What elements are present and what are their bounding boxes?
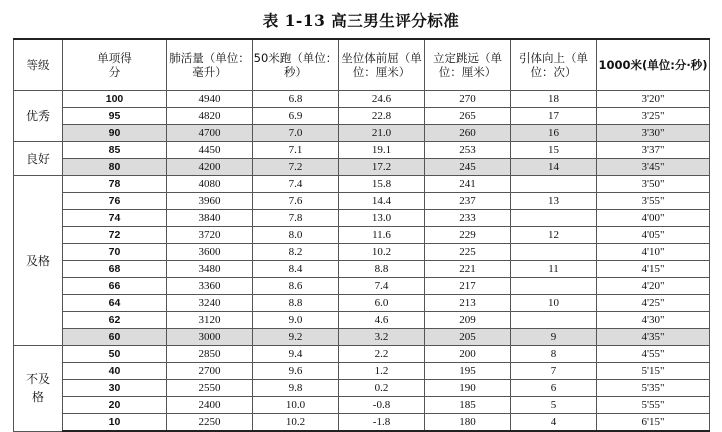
vital-capacity-cell: 3600: [167, 244, 253, 261]
1000m-run-cell: 4'35": [597, 329, 710, 346]
50m-run-cell: 6.9: [253, 108, 339, 125]
1000m-run-cell: 3'30": [597, 125, 710, 142]
50m-run-cell: 8.0: [253, 227, 339, 244]
50m-run-cell: 9.0: [253, 312, 339, 329]
sit-and-reach-cell: 19.1: [339, 142, 425, 159]
score-cell: 76: [63, 193, 167, 210]
standing-long-jump-cell: 241: [425, 176, 511, 193]
vital-capacity-cell: 3120: [167, 312, 253, 329]
standing-long-jump-cell: 225: [425, 244, 511, 261]
vital-capacity-cell: 4200: [167, 159, 253, 176]
1000m-run-cell: 4'15": [597, 261, 710, 278]
header-standing-long-jump: 立定跳远（单位：厘米）: [425, 39, 511, 91]
vital-capacity-cell: 2850: [167, 346, 253, 363]
pull-ups-cell: [511, 210, 597, 227]
standing-long-jump-cell: 190: [425, 380, 511, 397]
header-1000m-run: 1000米(单位:分·秒): [597, 39, 710, 91]
score-cell: 100: [63, 91, 167, 108]
1000m-run-cell: 4'30": [597, 312, 710, 329]
table-row: [14, 176, 710, 193]
header-pull-ups: 引体向上（单位：次）: [511, 39, 597, 91]
pull-ups-cell: 11: [511, 261, 597, 278]
pull-ups-cell: 10: [511, 295, 597, 312]
table-row: [14, 227, 710, 244]
score-cell: 40: [63, 363, 167, 380]
table-row: [14, 142, 710, 159]
50m-run-cell: 7.1: [253, 142, 339, 159]
standing-long-jump-cell: 217: [425, 278, 511, 295]
score-cell: 78: [63, 176, 167, 193]
1000m-run-cell: 4'10": [597, 244, 710, 261]
table-row: [14, 108, 710, 125]
1000m-run-cell: 4'55": [597, 346, 710, 363]
sit-and-reach-cell: 6.0: [339, 295, 425, 312]
1000m-run-cell: 6'15": [597, 414, 710, 432]
vital-capacity-cell: 3840: [167, 210, 253, 227]
standing-long-jump-cell: 205: [425, 329, 511, 346]
sit-and-reach-cell: 10.2: [339, 244, 425, 261]
table-row: [14, 210, 710, 227]
50m-run-cell: 7.8: [253, 210, 339, 227]
scoring-standard-table: [13, 38, 710, 432]
score-cell: 10: [63, 414, 167, 432]
sit-and-reach-cell: -0.8: [339, 397, 425, 414]
1000m-run-cell: 3'50": [597, 176, 710, 193]
1000m-run-cell: 4'00": [597, 210, 710, 227]
sit-and-reach-cell: 0.2: [339, 380, 425, 397]
standing-long-jump-cell: 180: [425, 414, 511, 432]
table-row: [14, 380, 710, 397]
1000m-run-cell: 4'05": [597, 227, 710, 244]
table-row: [14, 397, 710, 414]
1000m-run-cell: 5'35": [597, 380, 710, 397]
vital-capacity-cell: 4820: [167, 108, 253, 125]
score-cell: 20: [63, 397, 167, 414]
50m-run-cell: 10.0: [253, 397, 339, 414]
1000m-run-cell: 3'45": [597, 159, 710, 176]
vital-capacity-cell: 3960: [167, 193, 253, 210]
vital-capacity-cell: 2250: [167, 414, 253, 432]
table-row: [14, 363, 710, 380]
vital-capacity-cell: 3000: [167, 329, 253, 346]
header-row: [14, 39, 710, 91]
standing-long-jump-cell: 245: [425, 159, 511, 176]
1000m-run-cell: 3'25": [597, 108, 710, 125]
1000m-run-cell: 3'37": [597, 142, 710, 159]
sit-and-reach-cell: 7.4: [339, 278, 425, 295]
standing-long-jump-cell: 200: [425, 346, 511, 363]
vital-capacity-cell: 3240: [167, 295, 253, 312]
sit-and-reach-cell: 8.8: [339, 261, 425, 278]
1000m-run-cell: 3'20": [597, 91, 710, 108]
pull-ups-cell: 13: [511, 193, 597, 210]
standing-long-jump-cell: 185: [425, 397, 511, 414]
standing-long-jump-cell: 260: [425, 125, 511, 142]
grade-cell: 及格: [14, 176, 63, 346]
standing-long-jump-cell: 270: [425, 91, 511, 108]
pull-ups-cell: 7: [511, 363, 597, 380]
grade-cell: 良好: [14, 142, 63, 176]
50m-run-cell: 7.6: [253, 193, 339, 210]
sit-and-reach-cell: 21.0: [339, 125, 425, 142]
pull-ups-cell: 9: [511, 329, 597, 346]
table-row: [14, 193, 710, 210]
header-sit-and-reach: 坐位体前屈（单位：厘米）: [339, 39, 425, 91]
50m-run-cell: 7.4: [253, 176, 339, 193]
pull-ups-cell: [511, 176, 597, 193]
pull-ups-cell: [511, 278, 597, 295]
header-vital-capacity: 肺活量（单位：毫升）: [167, 39, 253, 91]
vital-capacity-cell: 4450: [167, 142, 253, 159]
pull-ups-cell: 8: [511, 346, 597, 363]
50m-run-cell: 7.0: [253, 125, 339, 142]
table-row: [14, 261, 710, 278]
table-row: [14, 346, 710, 363]
50m-run-cell: 8.6: [253, 278, 339, 295]
score-cell: 64: [63, 295, 167, 312]
sit-and-reach-cell: 14.4: [339, 193, 425, 210]
header-50m-run: 50米跑（单位：秒）: [253, 39, 339, 91]
score-cell: 66: [63, 278, 167, 295]
sit-and-reach-cell: 17.2: [339, 159, 425, 176]
score-cell: 90: [63, 125, 167, 142]
table-row: [14, 278, 710, 295]
sit-and-reach-cell: 3.2: [339, 329, 425, 346]
pull-ups-cell: 12: [511, 227, 597, 244]
grade-cell: 优秀: [14, 91, 63, 142]
score-cell: 70: [63, 244, 167, 261]
1000m-run-cell: 5'55": [597, 397, 710, 414]
pull-ups-cell: 16: [511, 125, 597, 142]
pull-ups-cell: 6: [511, 380, 597, 397]
table-title: 表 1-13 高三男生评分标准: [262, 11, 460, 30]
vital-capacity-cell: 3480: [167, 261, 253, 278]
score-cell: 85: [63, 142, 167, 159]
50m-run-cell: 8.4: [253, 261, 339, 278]
pull-ups-cell: 14: [511, 159, 597, 176]
vital-capacity-cell: 4940: [167, 91, 253, 108]
50m-run-cell: 9.2: [253, 329, 339, 346]
sit-and-reach-cell: 2.2: [339, 346, 425, 363]
standing-long-jump-cell: 233: [425, 210, 511, 227]
sit-and-reach-cell: 4.6: [339, 312, 425, 329]
table-row: [14, 329, 710, 346]
50m-run-cell: 9.6: [253, 363, 339, 380]
vital-capacity-cell: 2400: [167, 397, 253, 414]
vital-capacity-cell: 3720: [167, 227, 253, 244]
vital-capacity-cell: 2550: [167, 380, 253, 397]
standing-long-jump-cell: 195: [425, 363, 511, 380]
standing-long-jump-cell: 229: [425, 227, 511, 244]
pull-ups-cell: 5: [511, 397, 597, 414]
table-row: [14, 312, 710, 329]
score-cell: 72: [63, 227, 167, 244]
table-row: [14, 125, 710, 142]
1000m-run-cell: 3'55": [597, 193, 710, 210]
50m-run-cell: 8.2: [253, 244, 339, 261]
50m-run-cell: 9.4: [253, 346, 339, 363]
sit-and-reach-cell: 11.6: [339, 227, 425, 244]
score-cell: 95: [63, 108, 167, 125]
1000m-run-cell: 5'15": [597, 363, 710, 380]
50m-run-cell: 6.8: [253, 91, 339, 108]
table-body: [14, 91, 710, 432]
table-row: [14, 414, 710, 432]
50m-run-cell: 8.8: [253, 295, 339, 312]
sit-and-reach-cell: 24.6: [339, 91, 425, 108]
50m-run-cell: 9.8: [253, 380, 339, 397]
pull-ups-cell: 17: [511, 108, 597, 125]
grade-cell: 不及格: [14, 346, 63, 432]
score-cell: 50: [63, 346, 167, 363]
pull-ups-cell: 4: [511, 414, 597, 432]
standing-long-jump-cell: 253: [425, 142, 511, 159]
score-cell: 80: [63, 159, 167, 176]
standing-long-jump-cell: 265: [425, 108, 511, 125]
score-cell: 74: [63, 210, 167, 227]
sit-and-reach-cell: 15.8: [339, 176, 425, 193]
table-row: [14, 159, 710, 176]
1000m-run-cell: 4'20": [597, 278, 710, 295]
score-cell: 62: [63, 312, 167, 329]
sit-and-reach-cell: 22.8: [339, 108, 425, 125]
table-row: [14, 244, 710, 261]
50m-run-cell: 7.2: [253, 159, 339, 176]
header-grade: 等级: [14, 39, 63, 91]
50m-run-cell: 10.2: [253, 414, 339, 432]
sit-and-reach-cell: 13.0: [339, 210, 425, 227]
pull-ups-cell: [511, 244, 597, 261]
score-cell: 60: [63, 329, 167, 346]
score-cell: 30: [63, 380, 167, 397]
1000m-run-cell: 4'25": [597, 295, 710, 312]
sit-and-reach-cell: 1.2: [339, 363, 425, 380]
standing-long-jump-cell: 221: [425, 261, 511, 278]
pull-ups-cell: [511, 312, 597, 329]
standing-long-jump-cell: 237: [425, 193, 511, 210]
table-row: [14, 91, 710, 108]
pull-ups-cell: 18: [511, 91, 597, 108]
standing-long-jump-cell: 209: [425, 312, 511, 329]
standing-long-jump-cell: 213: [425, 295, 511, 312]
vital-capacity-cell: 4700: [167, 125, 253, 142]
vital-capacity-cell: 3360: [167, 278, 253, 295]
pull-ups-cell: 15: [511, 142, 597, 159]
table-row: [14, 295, 710, 312]
vital-capacity-cell: 2700: [167, 363, 253, 380]
vital-capacity-cell: 4080: [167, 176, 253, 193]
score-cell: 68: [63, 261, 167, 278]
header-score: 单项得分: [63, 39, 167, 91]
sit-and-reach-cell: -1.8: [339, 414, 425, 432]
